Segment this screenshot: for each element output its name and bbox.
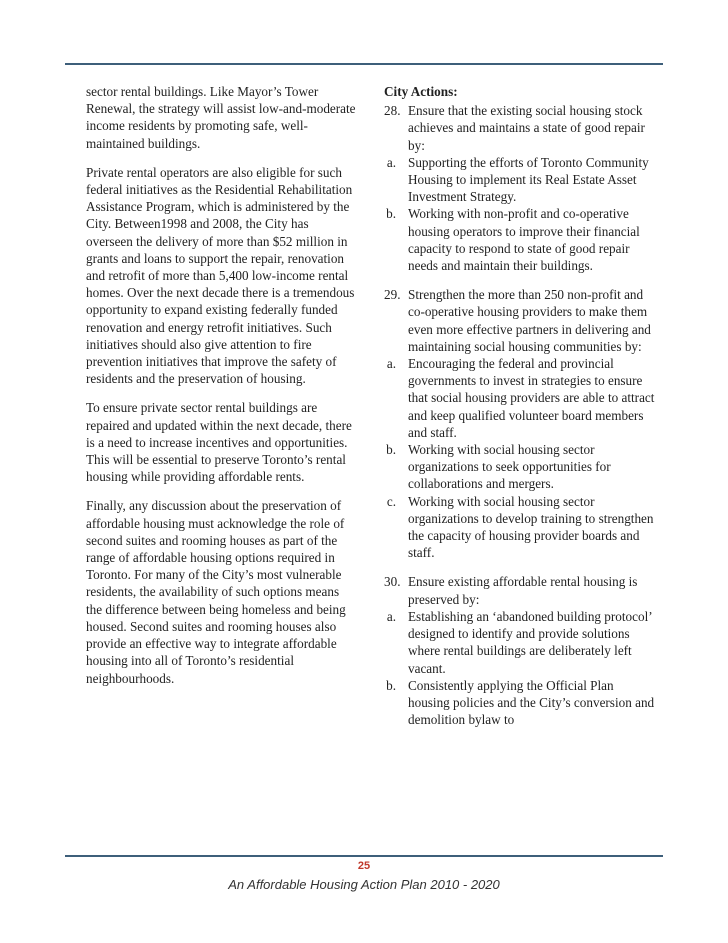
action-30: [384, 573, 656, 607]
action-29-a: [384, 355, 656, 441]
left-paragraph-2: Private rental operators are also eligible for such federal initiatives as the Residential Rehabilitation Assistance Program, which is administered by the City. Between1998 and 2008, the City has overseen the delivery of more than $52 million in grants and loans to support the repair, renovation and retrofit of more than 5,400 low-income rental homes. Over the next decade there is a tremendous opportunity to expand existing federally funded renovation and energy retrofit initiatives. Such initiatives should also give attention to fire prevention initiatives that improve the safety of residents and the preservation of housing.: [86, 164, 355, 387]
bottom-rule: [65, 855, 663, 857]
sub-text: Working with social housing sector organizations to seek opportunities for collaborations and mergers.: [408, 442, 611, 492]
sub-text: Establishing an ‘abandoned building protocol’ designed to identify and provide solutions where rental buildings are deliberately left vacant.: [408, 608, 652, 676]
sub-label: b.: [386, 206, 396, 222]
sub-label: b.: [386, 442, 396, 458]
top-rule: [65, 63, 663, 65]
city-actions-heading: City Actions:: [384, 84, 458, 99]
sub-label: c.: [386, 493, 396, 509]
sub-label: a.: [386, 608, 396, 624]
sub-label: b.: [386, 677, 396, 693]
sub-label: a.: [386, 154, 396, 170]
sub-text: Encouraging the federal and provincial governments to invest in strategies to ensure that social housing providers are able to attract and keep qualified volunteer board members and staff.: [408, 356, 655, 440]
sub-text: Supporting the efforts of Toronto Community Housing to implement its Real Estate Asset Investment Strategy.: [408, 154, 649, 205]
left-paragraph-4: Finally, any discussion about the preservation of affordable housing must acknowledge the role of second suites and rooming houses as part of the range of affordable housing options required in Toronto. For many of the City’s most vulnerable residents, the availability of such options means the difference between being homeless and being housed. Second suites and rooming houses also provide an effective way to integrate affordable housing into all of Toronto’s residential neighbourhoods.: [86, 498, 346, 686]
action-29-c: [384, 493, 656, 562]
action-number: 28.: [384, 103, 401, 119]
action-28: [384, 102, 656, 154]
page-number: 25: [357, 860, 371, 872]
action-number: 30.: [384, 574, 401, 590]
right-column: [384, 83, 656, 728]
sub-text: Consistently applying the Official Plan housing policies and the City’s conversion and demolition bylaw to: [408, 677, 655, 728]
document-title: An Affordable Housing Action Plan 2010 - 2020: [228, 877, 500, 892]
left-column: [86, 83, 358, 699]
sub-label: a.: [386, 356, 396, 372]
sub-text: Working with non-profit and co-operative housing operators to improve their financial capacity to respond to state of good repair needs and maintain their buildings.: [408, 206, 640, 274]
action-29: [384, 286, 656, 355]
action-number: 29.: [384, 287, 401, 303]
sub-text: Working with social housing sector organizations to develop training to strengthen the capacity of housing provider boards and staff.: [408, 493, 654, 561]
action-text: Ensure existing affordable rental housing is preserved by:: [408, 574, 638, 607]
action-28-b: [384, 205, 656, 274]
action-30-b: [384, 677, 656, 729]
action-text: Strengthen the more than 250 non-profit and co-operative housing providers to make them even more effective partners in delivering and maintaining social housing communities by:: [408, 287, 651, 354]
action-30-a: [384, 608, 656, 677]
action-text: Ensure that the existing social housing stock achieves and maintains a state of good repair by:: [408, 103, 645, 153]
left-paragraph-1: sector rental buildings. Like Mayor’s Tower Renewal, the strategy will assist low-and-moderate income residents by promoting safe, well-maintained buildings.: [86, 84, 356, 151]
action-29-b: [384, 441, 656, 493]
left-paragraph-3: To ensure private sector rental buildings are repaired and updated within the next decade, there is a need to increase incentives and opportunities. This will be essential to preserve Toronto’s rental housing while providing affordable rents.: [86, 400, 352, 485]
action-28-a: [384, 154, 656, 206]
